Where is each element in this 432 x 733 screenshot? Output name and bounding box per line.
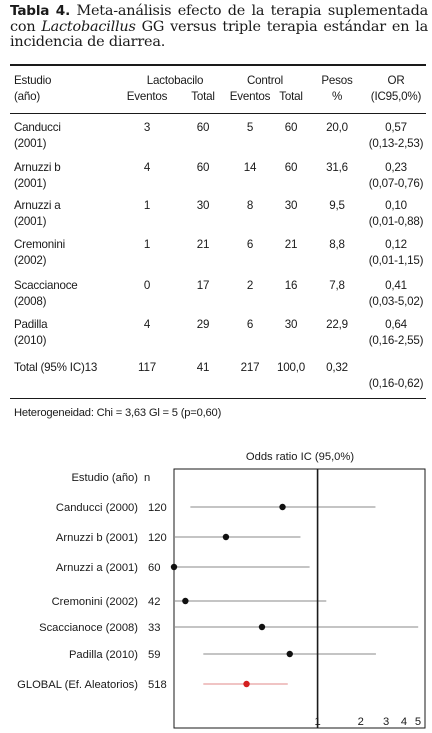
row-year: (2008) (14, 295, 47, 308)
study-label: Cremonini (2002) (51, 596, 138, 608)
total-ci: (0,16-0,62) (368, 377, 424, 390)
study-point (223, 534, 229, 540)
total-lact-events: 117 (138, 361, 156, 374)
row-year: (2001) (14, 177, 47, 190)
forest-plot (0, 440, 432, 733)
row-name: Padilla (14, 318, 48, 331)
row-ci: (0,16-2,55) (368, 334, 424, 347)
table-bottom-rule (10, 398, 426, 399)
header-lactobacilo: Lactobacilo (146, 74, 204, 87)
row-lact-events: 4 (143, 161, 151, 174)
total-ctrl-total: 100,0 (276, 361, 306, 374)
header-pesos: Pesos (321, 74, 353, 87)
total-lact-total: 41 (196, 361, 210, 374)
header-estudio: Estudio (14, 74, 52, 87)
header-lact-eventos: Eventos (126, 90, 168, 103)
row-lact-events: 4 (143, 318, 151, 331)
row-or: 0,23 (385, 161, 407, 174)
study-point (171, 564, 177, 570)
row-ctrl-events: 6 (246, 238, 254, 251)
study-label: GLOBAL (Ef. Aleatorios) (17, 679, 138, 691)
row-weight: 9,5 (329, 199, 345, 212)
caption-italic: Lactobacillus (41, 18, 136, 35)
study-n: 120 (148, 502, 167, 514)
row-ci: (0,07-0,76) (368, 177, 424, 190)
row-weight: 8,8 (329, 238, 345, 251)
row-ctrl-total: 60 (284, 121, 298, 134)
row-name: Canducci (14, 121, 61, 134)
caption-label: Tabla 4. (10, 3, 71, 19)
row-ctrl-events: 5 (246, 121, 254, 134)
row-ci: (0,03-5,02) (368, 295, 424, 308)
total-ctrl-events: 217 (240, 361, 260, 374)
row-year: (2001) (14, 215, 47, 228)
row-ci: (0,01-1,15) (368, 254, 424, 267)
total-weight: 0,32 (326, 361, 348, 374)
x-tick-label: 2 (357, 716, 364, 728)
study-label: Scaccianoce (2008) (39, 622, 138, 634)
caption-text-before: Meta-análisis efecto de la terapia suplementada con (10, 3, 429, 35)
row-lact-events: 3 (143, 121, 151, 134)
header-ic: (IC95,0%) (370, 90, 422, 103)
study-label: Arnuzzi b (2001) (55, 532, 138, 544)
total-row-name: Total (95% IC)13 (14, 361, 98, 374)
header-ctrl-eventos: Eventos (229, 90, 271, 103)
row-ctrl-events: 2 (246, 279, 254, 292)
x-tick-label: 4 (400, 716, 408, 728)
row-ci: (0,13-2,53) (368, 137, 424, 150)
plot-frame (174, 469, 425, 728)
table-caption (10, 4, 428, 51)
row-lact-total: 30 (196, 199, 210, 212)
row-or: 0,41 (385, 279, 407, 292)
row-ctrl-total: 30 (284, 199, 298, 212)
plot-title: Odds ratio IC (95,0%) (245, 451, 355, 463)
study-point (182, 598, 188, 604)
plot-col-study: Estudio (año) (71, 472, 138, 484)
row-year: (2002) (14, 254, 47, 267)
row-lact-events: 1 (143, 199, 151, 212)
row-lact-events: 1 (143, 238, 151, 251)
study-point (259, 624, 265, 630)
row-name: Arnuzzi a (14, 199, 61, 212)
row-ctrl-events: 8 (246, 199, 254, 212)
row-weight: 20,0 (326, 121, 348, 134)
row-lact-events: 0 (143, 279, 151, 292)
study-n: 42 (148, 596, 161, 608)
study-point (287, 651, 293, 657)
table-header-rule (10, 113, 426, 114)
header-or: OR (387, 74, 405, 87)
row-year: (2010) (14, 334, 47, 347)
study-n: 59 (148, 649, 161, 661)
row-ctrl-events: 6 (246, 318, 254, 331)
row-ctrl-total: 16 (284, 279, 298, 292)
study-point (279, 504, 285, 510)
row-ctrl-total: 21 (284, 238, 298, 251)
plot-col-n: n (144, 472, 151, 484)
pooled-point (243, 681, 249, 687)
row-weight: 22,9 (326, 318, 348, 331)
study-label: Padilla (2010) (68, 649, 138, 661)
row-ctrl-events: 14 (243, 161, 257, 174)
header-control: Control (247, 74, 283, 87)
header-ctrl-total: Total (279, 90, 303, 103)
row-lact-total: 21 (196, 238, 210, 251)
row-ctrl-total: 60 (284, 161, 298, 174)
row-name: Arnuzzi b (14, 161, 61, 174)
header-lact-total: Total (191, 90, 215, 103)
study-label: Arnuzzi a (2001) (55, 562, 138, 574)
row-year: (2001) (14, 137, 47, 150)
row-name: Cremonini (14, 238, 66, 251)
row-lact-total: 17 (196, 279, 210, 292)
row-lact-total: 60 (196, 161, 210, 174)
header-anio: (año) (14, 90, 41, 103)
row-or: 0,12 (385, 238, 407, 251)
x-tick-label: 3 (382, 716, 390, 728)
row-weight: 31,6 (326, 161, 348, 174)
table-top-rule (10, 64, 426, 66)
heterogeneity-note: Heterogeneidad: Chi = 3,63 Gl = 5 (p=0,60) (14, 407, 222, 419)
x-tick-label: 5 (414, 716, 422, 728)
study-n: 120 (148, 532, 167, 544)
study-n: 60 (148, 562, 161, 574)
row-lact-total: 29 (196, 318, 210, 331)
row-weight: 7,8 (329, 279, 345, 292)
x-tick-label: 1 (314, 716, 321, 728)
study-n: 33 (148, 622, 161, 634)
row-name: Scaccianoce (14, 279, 78, 292)
caption-text-after: GG versus triple terapia estándar en la incidencia de diarrea. (10, 18, 428, 50)
study-label: Canducci (2000) (55, 502, 138, 514)
row-or: 0,64 (385, 318, 407, 331)
row-lact-total: 60 (196, 121, 210, 134)
row-or: 0,57 (385, 121, 407, 134)
row-or: 0,10 (385, 199, 407, 212)
study-n: 518 (148, 679, 167, 691)
row-ctrl-total: 30 (284, 318, 298, 331)
row-ci: (0,01-0,88) (368, 215, 424, 228)
header-pct: % (331, 90, 343, 103)
